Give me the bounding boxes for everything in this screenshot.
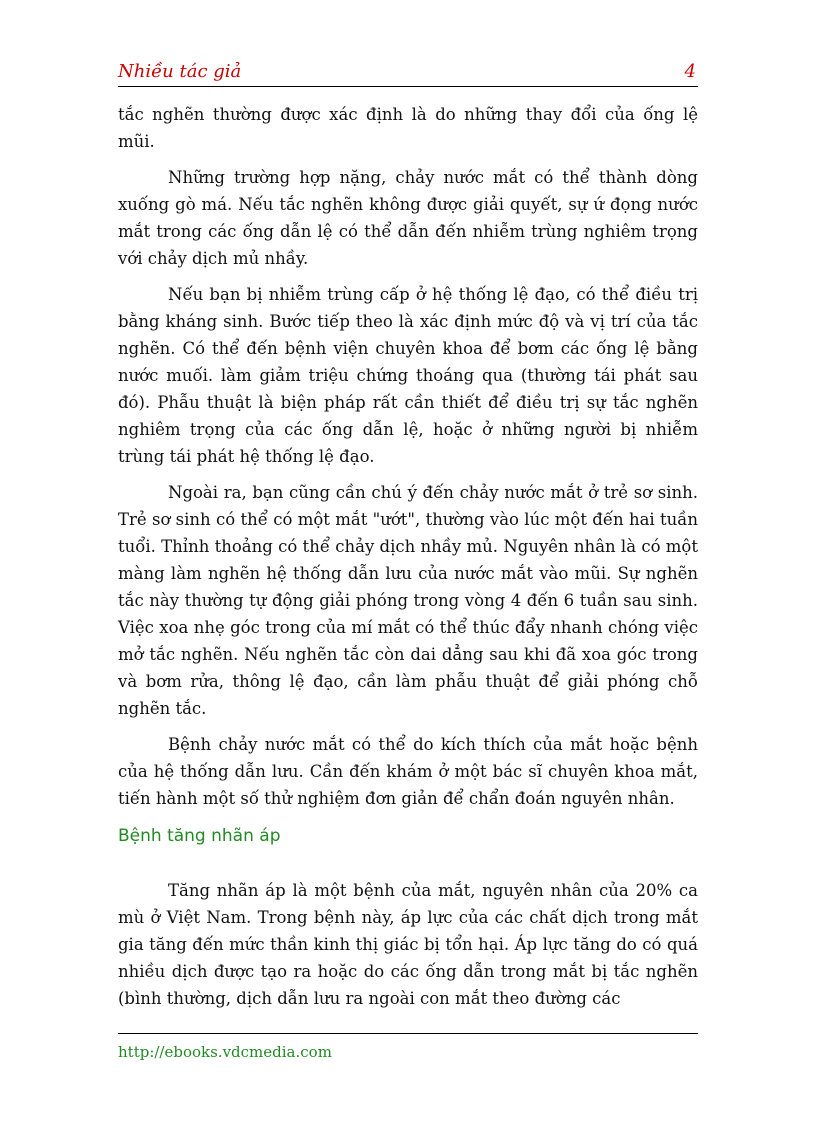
paragraph: Nếu bạn bị nhiễm trùng cấp ở hệ thống lệ đạo, có thể điều trị bằng kháng sinh. Bước tiếp theo là xác định mức độ và vị trí của tắc nghẽn. Có thể đến bệnh viện chuyên khoa để bơm các ống lệ bằng nước muối. làm giảm triệu chứng thoáng qua (thường tái phát sau đó). Phẫu thuật là biện pháp rất cần thiết để điều trị sự tắc nghẽn nghiêm trọng của các ống dẫn lệ, hoặc ở những người bị nhiễm trùng tái phát hệ thống lệ đạo. <box>118 285 698 466</box>
section-heading: Bệnh tăng nhãn áp <box>118 826 281 846</box>
section-body <box>118 877 698 1012</box>
header-author: Nhiều tác giả <box>118 61 242 82</box>
paragraph-continuation: tắc nghẽn thường được xác định là do những thay đổi của ống lệ mũi. <box>118 105 698 151</box>
page-number: 4 <box>684 61 696 82</box>
paragraph: Tăng nhãn áp là một bệnh của mắt, nguyên nhân của 20% ca mù ở Việt Nam. Trong bệnh này, áp lực của các chất dịch trong mắt gia tăng đến mức thần kinh thị giác bị tổn hại. Áp lực tăng do có quá nhiều dịch được tạo ra hoặc do các ống dẫn trong mắt bị tắc nghẽn (bình thường, dịch dẫn lưu ra ngoài con mắt theo đường các <box>118 881 698 1008</box>
footer-divider <box>118 1033 698 1034</box>
paragraph: Bệnh chảy nước mắt có thể do kích thích của mắt hoặc bệnh của hệ thống dẫn lưu. Cần đến khám ở một bác sĩ chuyên khoa mắt, tiến hành một số thử nghiệm đơn giản để chẩn đoán nguyên nhân. <box>118 735 698 808</box>
paragraph: Ngoài ra, bạn cũng cần chú ý đến chảy nước mắt ở trẻ sơ sinh. Trẻ sơ sinh có thể có một mắt "ướt", thường vào lúc một đến hai tuần tuổi. Thỉnh thoảng có thể chảy dịch nhầy mủ. Nguyên nhân là có một màng làm nghẽn hệ thống dẫn lưu của nước mắt vào mũi. Sự nghẽn tắc này thường tự động giải phóng trong vòng 4 đến 6 tuần sau sinh. Việc xoa nhẹ góc trong của mí mắt có thể thúc đẩy nhanh chóng việc mở tắc nghẽn. Nếu nghẽn tắc còn dai dẳng sau khi đã xoa góc trong và bơm rửa, thông lệ đạo, cần làm phẫu thuật để giải phóng chỗ nghẽn tắc. <box>118 483 698 718</box>
running-header <box>118 58 698 87</box>
paragraph: Những trường hợp nặng, chảy nước mắt có thể thành dòng xuống gò má. Nếu tắc nghẽn không được giải quyết, sự ứ đọng nước mắt trong các ống dẫn lệ có thể dẫn đến nhiễm trùng nghiêm trọng với chảy dịch mủ nhầy. <box>118 168 698 268</box>
body-text <box>118 101 698 821</box>
footer-link[interactable]: http://ebooks.vdcmedia.com <box>118 1043 332 1061</box>
